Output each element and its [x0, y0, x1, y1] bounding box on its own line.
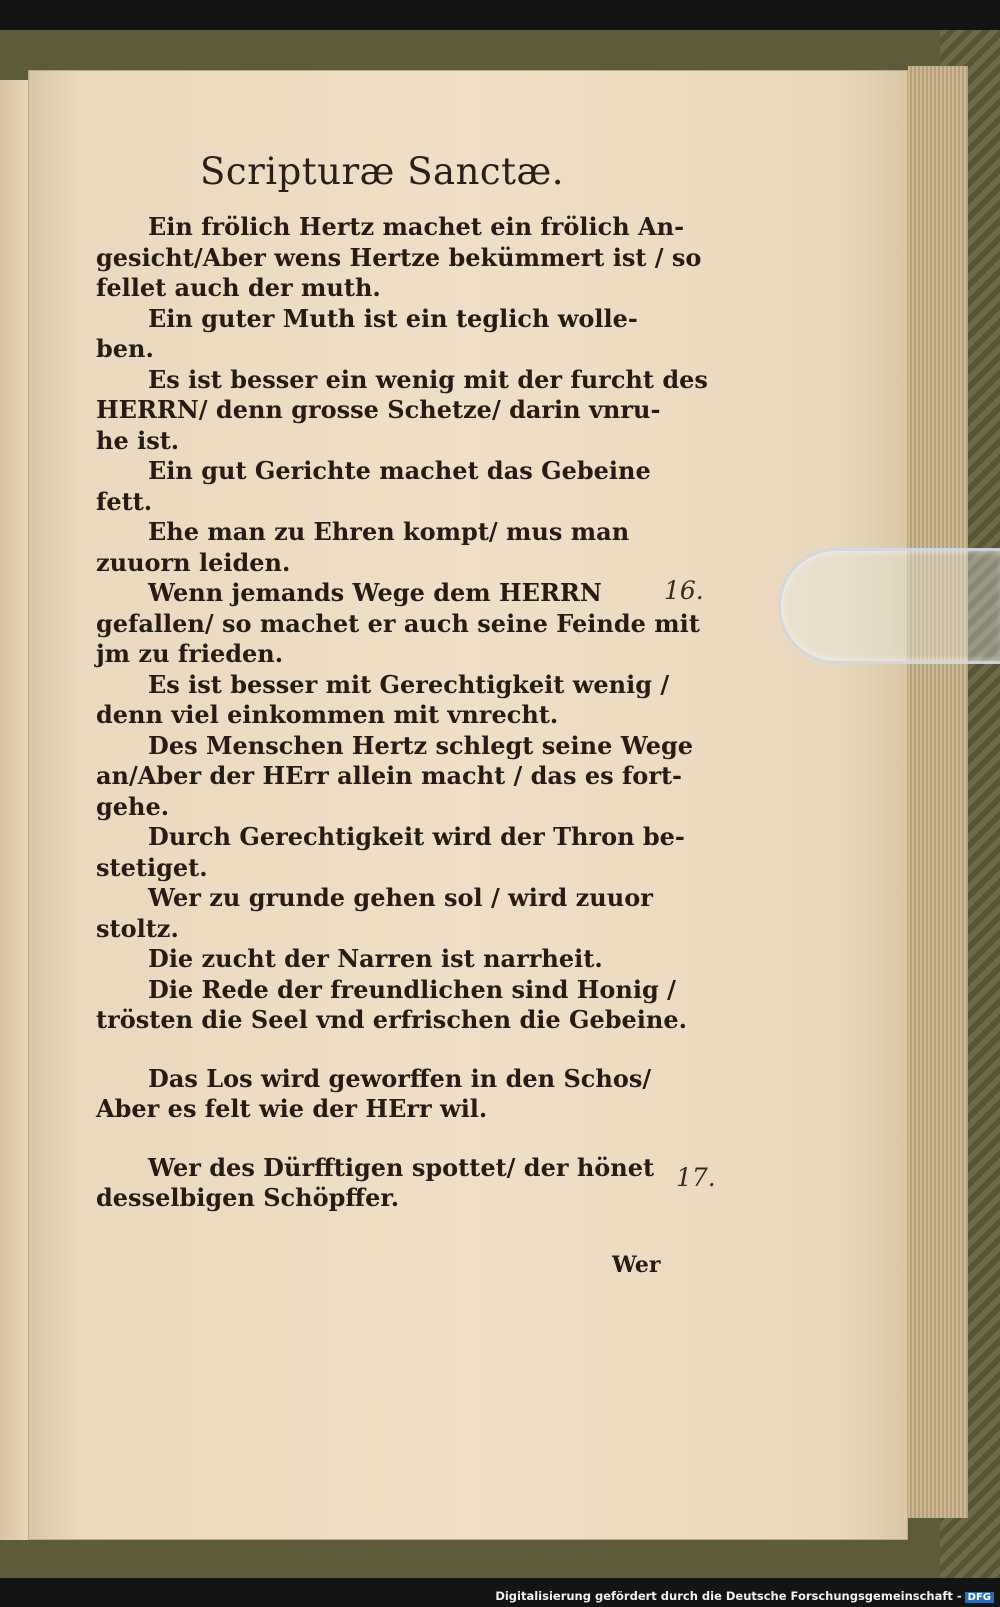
paragraph-gap	[96, 1125, 668, 1153]
text-line: fett.	[96, 486, 153, 516]
text-line: ben.	[96, 334, 154, 363]
text-line: he ist.	[96, 425, 180, 455]
text-line: fellet auch der muth.	[96, 273, 381, 302]
text-line: HERRN/ denn grosse Schetze/ darin vnru-	[96, 395, 661, 424]
page-clip	[778, 548, 1000, 664]
text-line: Des Menschen Hertz schlegt seine Wege	[148, 730, 694, 760]
text-line: Die zucht der Narren ist narrheit.	[148, 944, 603, 973]
dfg-logo: DFG	[965, 1592, 994, 1603]
text-line: Ein gut Gerichte machet das Gebeine	[148, 456, 651, 485]
text-line: Ehe man zu Ehren kompt/ mus man	[148, 517, 630, 546]
text-line: Aber es felt wie der HErr wil.	[96, 1094, 488, 1123]
text-line: Die Rede der freundlichen sind Honig /	[148, 974, 676, 1004]
catchword: Wer	[612, 1252, 661, 1278]
text-line: Ein guter Muth ist ein teglich wolle-	[148, 303, 638, 333]
text-line: Wer des Dürfftigen spottet/ der hönet	[148, 1152, 655, 1182]
footer-text: Digitalisierung gefördert durch die Deutsche Forschungsgemeinschaft -	[495, 1589, 962, 1603]
facing-page-edge	[0, 80, 30, 1540]
text-line: zuuorn leiden.	[96, 547, 291, 577]
text-line: Ein frölich Hertz machet ein frölich An-	[148, 212, 685, 241]
text-line: Es ist besser ein wenig mit der furcht des	[148, 364, 708, 394]
text-line: stetiget.	[96, 852, 208, 882]
text-line: Wenn jemands Wege dem HERRN	[148, 578, 602, 607]
margin-note-16: 16.	[664, 576, 704, 605]
page-edges	[908, 66, 968, 1518]
text-line: stoltz.	[96, 913, 179, 943]
text-line: jm zu frieden.	[96, 639, 284, 668]
margin-note-17: 17.	[676, 1163, 716, 1192]
text-line: gehe.	[96, 791, 170, 821]
digitization-footer	[495, 1589, 994, 1603]
text-line: Es ist besser mit Gerechtigkeit wenig /	[148, 669, 670, 699]
text-line: desselbigen Schöpffer.	[96, 1183, 400, 1212]
text-line: Wer zu grunde gehen sol / wird zuuor	[148, 883, 653, 912]
text-line: gesicht/Aber wens Hertze bekümmert ist / so	[96, 242, 702, 272]
text-line: denn viel einkommen mit vnrecht.	[96, 700, 559, 729]
running-head: Scripturæ Sanctæ.	[200, 150, 565, 193]
text-line: trösten die Seel vnd erfrischen die Gebeine.	[96, 1005, 687, 1034]
text-line: Das Los wird geworffen in den Schos/	[148, 1063, 652, 1093]
text-line: gefallen/ so machet er auch seine Feinde mit	[96, 608, 700, 638]
text-line: Durch Gerechtigkeit wird der Thron be-	[148, 822, 685, 851]
text-line: an/Aber der HErr allein macht / das es fort-	[96, 761, 683, 790]
paragraph-gap	[96, 1036, 668, 1064]
